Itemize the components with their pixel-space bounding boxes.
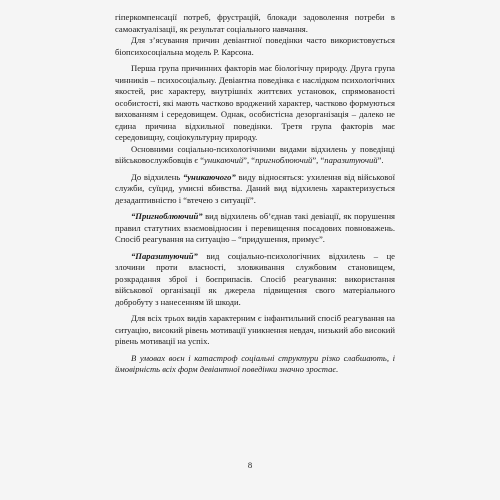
paragraph-avoiding — [115, 172, 395, 207]
paragraph-parasitic — [115, 251, 395, 309]
paragraph-carson-model: Для з’ясування причин девіантної поведінки часто використовується біопсихосоціальна модель Р. Карсона. — [115, 35, 395, 57]
term-parasitic: “Паразитуючий” — [131, 250, 198, 261]
type-parasitic: паразитуючий — [324, 155, 378, 165]
oppressive-text: вид відхилень об’єднав такі девіації, як порушення правил статутних взаємовідносин і перевищення посадових повноважень. Спосіб реагування на ситуацію – “придушення, примус”. — [115, 211, 395, 244]
page-body — [115, 12, 395, 376]
avoiding-text: виду відносяться: ухилення від військової служби, суїцид, умисні вбивства. Даний вид відхилень характеризується дезадаптивністю і “втечею з ситуації”. — [115, 171, 395, 205]
page-number: 8 — [247, 460, 253, 470]
separator: ”, “ — [243, 155, 256, 165]
paragraph-continuation: гіперкомпенсації потреб, фрустрацій, блокади задоволення потреби в самоактуалізації, як результат соціального навчання. — [115, 12, 395, 34]
term-oppressive: “Пригноблюючий” — [131, 211, 203, 221]
paragraph-oppressive — [115, 211, 395, 246]
paragraph-factor-groups: Перша група причинних факторів має біологічну природу. Друга група чинників – психосоціальну. Девіантна поведінка є наслідком психологічних якостей, рис характеру, внутрішніх життєвих установок, спрямованості особистості, які мають частково вроджений характер, частково формуються вихованням і середовищем. Однак, особистісна дезорганізація – далеко не єдина причина відхильної поведінки. Третя група факторів має середовищну, соціокультурну природу. — [115, 63, 395, 142]
paragraph-common-traits: Для всіх трьох видів характерним є інфантильний спосіб реагування на ситуацію, високий рівень мотивації уникнення невдач, низький або високий рівень мотивації на успіх. — [115, 313, 395, 346]
type-oppressive: пригноблюючий — [255, 155, 313, 165]
paragraph-deviation-types — [115, 144, 395, 167]
paragraph-conclusion: В умовах воєн і катастроф соціальні структури різко слабшають, і ймовірність всіх форм девіантної поведінки значно зростає. — [115, 352, 395, 374]
avoiding-intro: До відхилень — [131, 171, 183, 182]
type-avoiding: уникаючий — [204, 155, 244, 165]
term-avoiding: “уникаючого” — [182, 171, 236, 182]
separator: ”, “ — [312, 155, 325, 165]
parasitic-text: вид соціально-психологічних відхилень – це злочини проти власності, зловживання службовим становищем, розкрадання зброї і боєприпасів. Спосіб реагування: використання військової організації як джерела підвищення свого матеріального добробуту з нанесенням їй шкоди. — [115, 250, 395, 307]
closing-quote: ”. — [377, 155, 384, 165]
deviation-types-intro: Основними соціально-психологічними видами відхилень у поведінці військовослужбовців є “ — [115, 143, 395, 165]
